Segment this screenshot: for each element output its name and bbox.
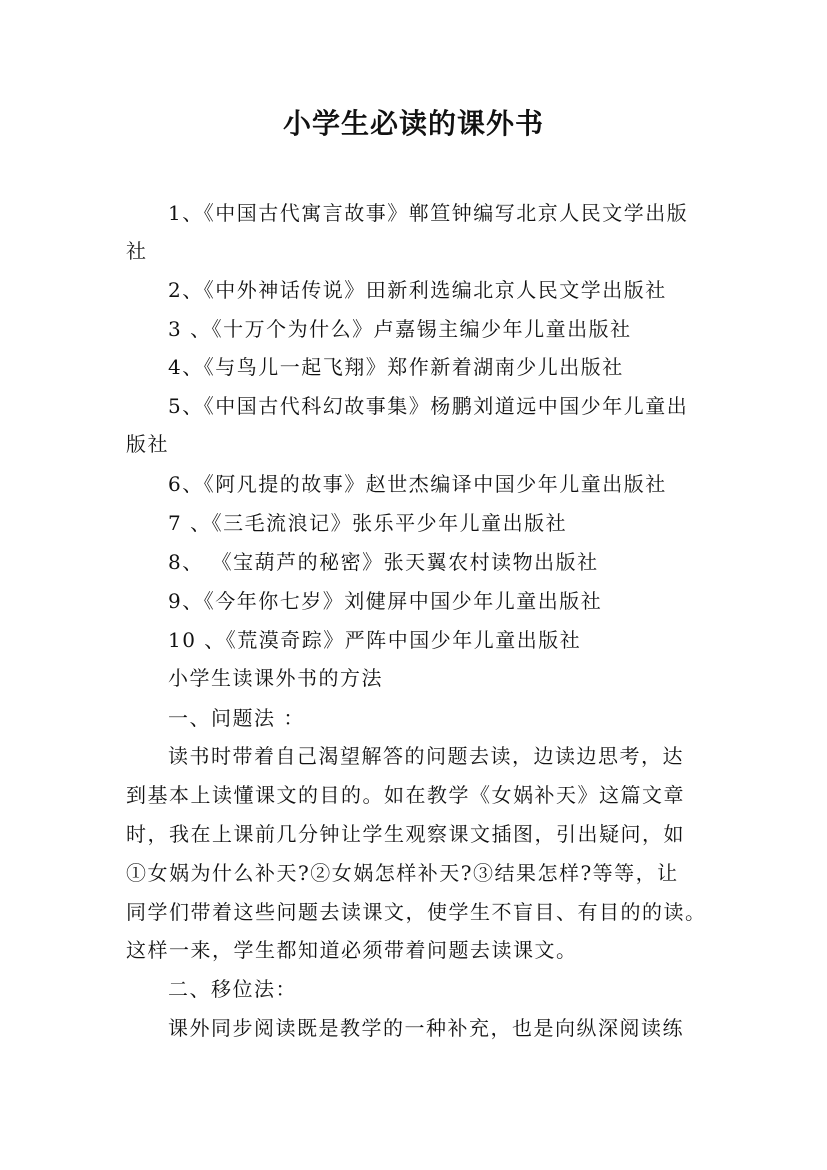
- book-list-item-1: 1、《中国古代寓言故事》郸笪钟编写北京人民文学出版: [168, 201, 689, 225]
- paragraph-line: 读书时带着自己渴望解答的问题去读，边读边思考，达: [168, 744, 684, 768]
- book-list-item-4: 4、《与鸟儿一起飞翔》郑作新着湖南少儿出版社: [168, 355, 624, 379]
- paragraph-line: ①女娲为什么补天?②女娲怎样补天?③结果怎样?等等，让: [126, 861, 679, 885]
- subheading-shift-method: 二、移位法：: [168, 977, 297, 1001]
- book-list-item-10: 10 、《荒漠奇踪》严阵中国少年儿童出版社: [168, 628, 582, 652]
- section-heading-methods: 小学生读课外书的方法: [168, 666, 383, 690]
- book-list-item-8: 8、 《宝葫芦的秘密》张天翼农村读物出版社: [168, 550, 599, 574]
- subheading-question-method: 一、问题法 ：: [168, 706, 305, 730]
- book-list-item-5: 5、《中国古代科幻故事集》杨鹏刘道远中国少年儿童出: [168, 394, 689, 418]
- paragraph-line: 这样一来，学生都知道必须带着问题去读课文。: [126, 938, 578, 962]
- paragraph-line: 课外同步阅读既是教学的一种补充，也是向纵深阅读练: [168, 1016, 684, 1040]
- book-list-item-2: 2、《中外神话传说》田新利选编北京人民文学出版社: [168, 278, 667, 302]
- book-list-item-9: 9、《今年你七岁》刘健屏中国少年儿童出版社: [168, 589, 603, 613]
- document-title: 小学生必读的课外书: [282, 107, 544, 140]
- book-list-item-6: 6、《阿凡提的故事》赵世杰编译中国少年儿童出版社: [168, 472, 667, 496]
- paragraph-line: 时，我在上课前几分钟让学生观察课文插图，引出疑问，如: [126, 822, 685, 846]
- paragraph-line: 到基本上读懂课文的目的。如在教学《女娲补天》这篇文章: [126, 783, 685, 807]
- paragraph-line: 同学们带着这些问题去读课文，使学生不盲目、有目的的读。: [126, 900, 707, 924]
- book-list-item-1-continuation: 社: [126, 239, 148, 263]
- book-list-item-5-continuation: 版社: [126, 432, 169, 456]
- book-list-item-7: 7 、《三毛流浪记》张乐平少年儿童出版社: [168, 511, 568, 535]
- book-list-item-3: 3 、《十万个为什么》卢嘉锡主编少年儿童出版社: [168, 317, 632, 341]
